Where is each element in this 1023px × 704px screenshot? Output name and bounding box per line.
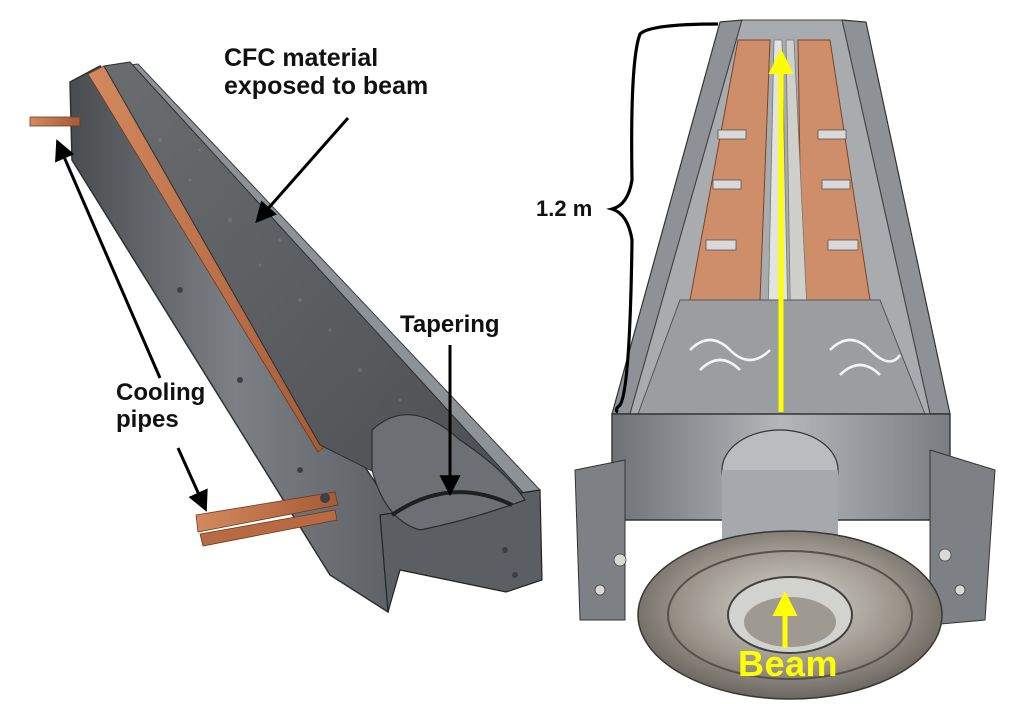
cooling-label-line1: Cooling xyxy=(116,379,206,406)
length-label: 1.2 m xyxy=(536,196,593,221)
cooling-label xyxy=(116,380,205,434)
beam-label: Beam xyxy=(738,643,839,684)
cfc-arrow xyxy=(258,118,348,220)
cooling-label-line2: pipes xyxy=(116,405,179,433)
cfc-label-line1: CFC material xyxy=(224,44,379,72)
cooling-arrow-down xyxy=(178,448,205,508)
cfc-label-line2: exposed to beam xyxy=(224,72,429,100)
cfc-label xyxy=(224,44,428,100)
tapering-label: Tapering xyxy=(400,311,500,338)
cooling-pipe-top xyxy=(30,117,80,126)
